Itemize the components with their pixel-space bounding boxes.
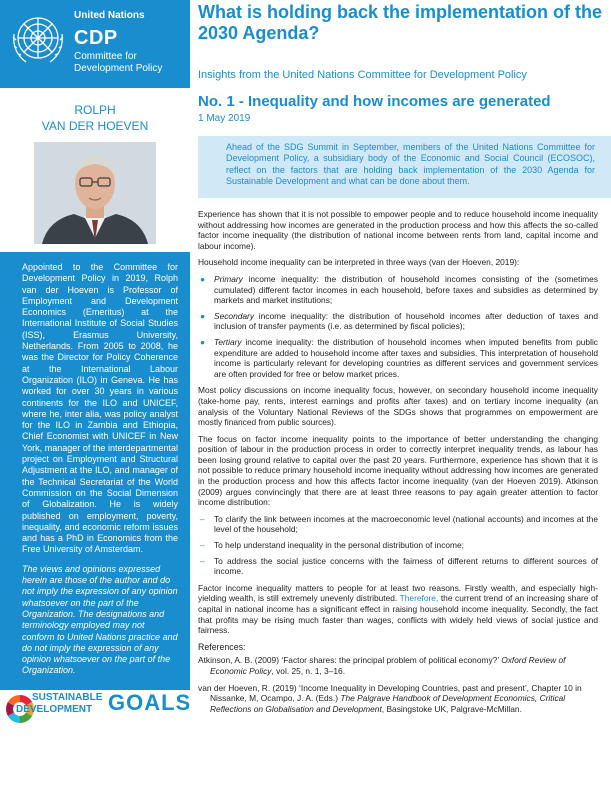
dash-icon: – xyxy=(200,540,205,551)
summary-box xyxy=(198,136,611,198)
dash-icon: – xyxy=(200,513,205,524)
un-org-name: United Nations xyxy=(74,10,145,21)
issue-title: No. 1 - Inequality and how incomes are generated xyxy=(198,93,551,110)
reasons-list xyxy=(198,514,598,577)
sdg-goals-wordmark: GOALS xyxy=(108,690,192,715)
list-item: ● Tertiary income inequality: the distribution of household incomes when imputed benefits from public expenditure are added to household income after taxes and subsidies. This interpretation of household income is particularly relevant for developing countries as different services and government services are often provided for free or below market prices. xyxy=(200,336,598,379)
page-title: What is holding back the implementation of the 2030 Agenda? xyxy=(198,2,603,43)
summary-text: Ahead of the SDG Summit in September, members of the United Nations Committee for Development Policy, a subsidiary body of the Economic and Social Council (ECOSOC), reflect on the factors that are holding back implementation of the 2030 Agenda for Sustainable Development and what can be done about them. xyxy=(226,142,595,187)
cdp-name-line2: Development Policy xyxy=(74,63,163,74)
reference-van-der-hoeven: van der Hoeven, R. (2019) ‘Income Inequality in Developing Countries, past and present’, Chapter 10 in Nissanke, M, Ocampo, J. A. (Eds.) The Palgrave Handbook of Development Economics, Critical Reflections on Globalisation and Development, Basingstoke UK, Palgrave-McMillan. xyxy=(198,682,582,714)
paragraph-why-matters: Factor income inequality matters to people for at least two reasons. Firstly wealth, and especially high-yielding wealth, is still extremely unevenly distributed. Therefore, the current trend of an increasing share of capital in national income has a significant effect in raising household income inequality. Secondly, the fact that profits may be rising much faster than wages, conflicts with widely held views of social justice and fairness. xyxy=(198,582,598,636)
cdp-abbreviation: CDP xyxy=(74,27,118,49)
sdg-logo xyxy=(0,690,190,791)
issue-date: 1 May 2019 xyxy=(198,113,251,124)
disclaimer: The views and opinions expressed herein are those of the author and do not imply the expression of any opinion whatsoever on the part of the Organization. The designations and terminology employed may not conform to United Nations practice and do not imply the expression of any opinion whatsoever on the part of the Organization. xyxy=(22,563,178,676)
reference-atkinson: Atkinson, A. B. (2009) ‘Factor shares: the principal problem of political economy?’ Oxford Review of Economic Policy, vol. 25, n. 1, 3–16. xyxy=(198,655,566,676)
list-item: – To help understand inequality in the personal distribution of income; xyxy=(200,540,465,551)
author-first-name: ROLPH xyxy=(74,103,116,117)
bullet-icon: ● xyxy=(200,336,206,347)
paragraph-three-ways: Household income inequality can be interpreted in three ways (van der Hoeven, 2019): xyxy=(198,257,520,268)
un-cdp-header xyxy=(0,0,190,88)
sdg-line1: SUSTAINABLE xyxy=(32,692,103,703)
paragraph-policy-discussions: Most policy discussions on income inequality focus, however, on secondary household income inequality (take-home pay, rents, interest earnings and profits after taxes) and on tertiary income inequality (an analysis of the Voluntary National Reviews of the SDGs shows that programmes on empowerment are mostly financed from public sources). xyxy=(198,385,598,428)
article-body xyxy=(198,209,598,720)
dash-icon: – xyxy=(200,555,205,566)
author-bio: Appointed to the Committee for Development Policy in 2019, Rolph van der Hoeven is Professor of Employment and Development Economics (Emeritus) at the International Institute of Social Studies (ISS), Erasmus University, Netherlands. From 2005 to 2008, he was the Director for Policy Coherence at the International Labour Organization (ILO) in Geneva. He has worked for over 30 years in various continents for the ILO and UNICEF, where he, inter alia, was policy analyst for the ILO in Zambia and Ethiopia, Chief Economist with UNICEF in New York, manager of the interdepartmental project on Employment and Structural Adjustment at the ILO, and manager of the Technical Secretariat of the World Commission on the Social Dimension of Globalization. He is widely published on employment, poverty, inequality, and economic reform issues and has a PhD in Economics from the Free University of Amsterdam. xyxy=(22,262,178,555)
list-item: – To clarify the link between incomes at the macroeconomic level (national accounts) and incomes at the level of the household; xyxy=(200,513,598,535)
list-item: ● Primary income inequality: the distribution of household incomes consisting of the (sometimes cumulated) different factor incomes in each household, before taxes and subsidies as determined by markets and market institutions; xyxy=(200,273,598,306)
page-subtitle: Insights from the United Nations Committee for Development Policy xyxy=(198,69,527,81)
inequality-types-list xyxy=(198,274,598,379)
un-emblem-icon xyxy=(8,10,68,70)
author-portrait xyxy=(34,142,156,244)
bullet-icon: ● xyxy=(200,310,206,321)
bullet-icon: ● xyxy=(200,273,206,284)
references-heading: References: xyxy=(198,641,246,652)
sdg-line2: DEVELOPMENT xyxy=(16,704,93,715)
list-item: ● Secondary income inequality: the distribution of household incomes after deduction of taxes and inclusion of transfer payments (i.e. as determined by fiscal policies); xyxy=(200,310,598,332)
paragraph-factor-focus: The focus on factor income inequality points to the importance of better understanding the changing position of labour in the production process in order to correctly interpret inequality trends, as labour has been losing ground relative to capital over the past 20 years. Furthermore, experience has shown that it is not possible to reduce primary household income inequality without addressing how incomes are generated in the production process and how this affects factor income inequality (van der Hoeven 2019). Atkinson (2009) argues convincingly that there are at least three reasons to pay again greater attention to factor income distribution: xyxy=(198,433,598,508)
list-item: – To address the social justice concerns with the fairness of different returns to different sources of income. xyxy=(200,555,598,577)
cdp-name-line1: Committee for xyxy=(74,51,137,62)
author-last-name: VAN DER HOEVEN xyxy=(41,119,149,133)
author-bio-panel xyxy=(0,252,190,690)
paragraph-intro: Experience has shown that it is not possible to empower people and to reduce household income inequality without addressing how incomes are generated in the production process and how this affects the so-called factor income inequality (the distribution of national income between rents from land, capital income and labour income). xyxy=(198,209,598,251)
